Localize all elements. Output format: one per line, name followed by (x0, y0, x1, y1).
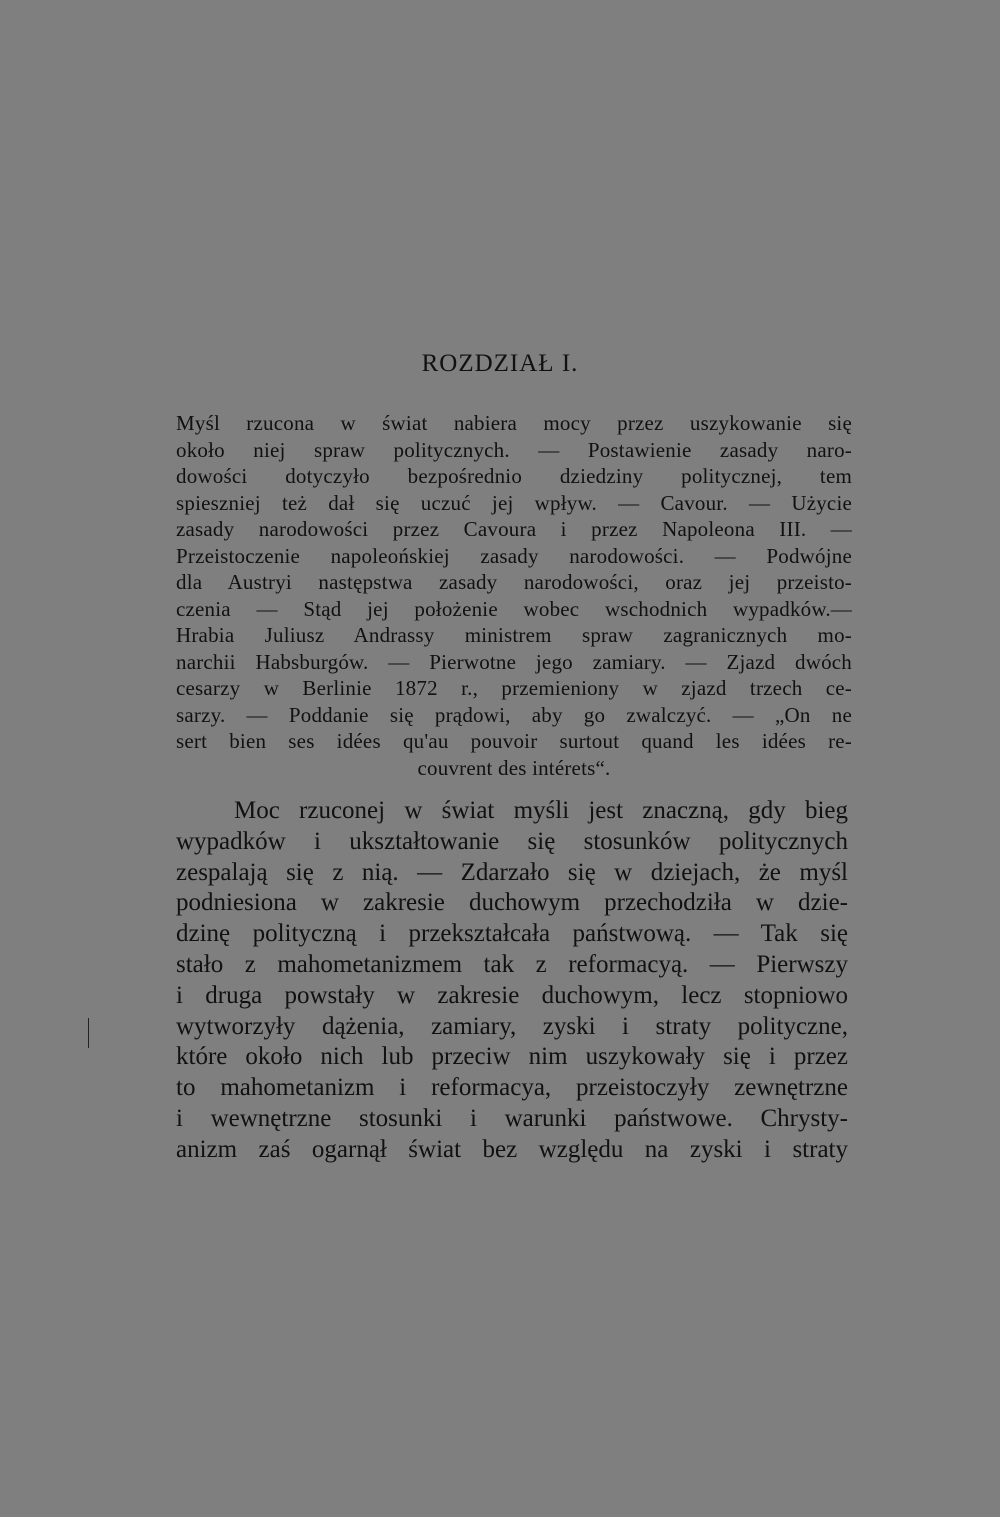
body-line: stało z mahometanizmem tak z reformacyą. — Pierwszy (176, 950, 848, 978)
body-paragraph (176, 796, 848, 1166)
body-line: i wewnętrzne stosunki i warunki państwowe. Chrysty- (176, 1104, 848, 1132)
body-line: dzinę polityczną i przekształcała państwową. — Tak się (176, 920, 848, 948)
summary-line: około niej spraw politycznych. — Postawienie zasady naro- (176, 437, 852, 462)
summary-line: Hrabia Juliusz Andrassy ministrem spraw zagranicznych mo- (176, 623, 852, 647)
body-line: Moc rzuconej w świat myśli jest znaczną, gdy bieg (234, 797, 848, 824)
summary-line: spieszniej też dał się uczuć jej wpływ. — Cavour. — Użycie (176, 490, 852, 515)
body-line: wypadków i ukształtowanie się stosunków politycznych (176, 827, 848, 855)
body-line: i druga powstały w zakresie duchowym, lecz stopniowo (176, 981, 848, 1009)
body-line: anizm zaś ogarnął świat bez względu na zyski i straty (176, 1135, 848, 1163)
summary-line: Przeistoczenie napoleońskiej zasady narodowości. — Podwójne (176, 543, 852, 568)
chapter-summary (176, 410, 852, 781)
body-line: zespalają się z nią. — Zdarzało się w dziejach, że myśl (176, 858, 848, 886)
body-line: podniesiona w zakresie duchowym przechodziła w dzie- (176, 889, 848, 917)
summary-line: narchii Habsburgów. — Pierwotne jego zamiary. — Zjazd dwóch (176, 649, 852, 674)
summary-line: dowości dotyczyło bezpośrednio dziedziny politycznej, tem (176, 464, 852, 488)
summary-line: dla Austryi następstwa zasady narodowości, oraz jej przeisto- (176, 570, 852, 594)
body-line: wytworzyły dążenia, zamiary, zyski i straty polityczne, (176, 1012, 848, 1040)
summary-line: couvrent des intérets“. (417, 755, 611, 780)
summary-line: sarzy. — Poddanie się prądowi, aby go zwalczyć. — „On ne (176, 702, 852, 727)
summary-line: czenia — Stąd jej położenie wobec wschodnich wypadków.— (176, 596, 852, 621)
summary-line: zasady narodowości przez Cavoura i przez Napoleona III. — (176, 517, 852, 541)
chapter-heading: ROZDZIAŁ I. (421, 350, 579, 377)
summary-line: sert bien ses idées qu'au pouvoir surtout quand les idées re- (176, 729, 852, 753)
body-line: to mahometanizm i reformacya, przeistoczyły zewnętrzne (176, 1074, 848, 1102)
summary-line: Myśl rzucona w świat nabiera mocy przez uszykowanie się (176, 411, 852, 435)
margin-mark (88, 1018, 89, 1048)
body-line: które około nich lub przeciw nim uszykowały się i przez (176, 1043, 848, 1071)
summary-line: cesarzy w Berlinie 1872 r., przemieniony w zjazd trzech ce- (176, 676, 852, 700)
